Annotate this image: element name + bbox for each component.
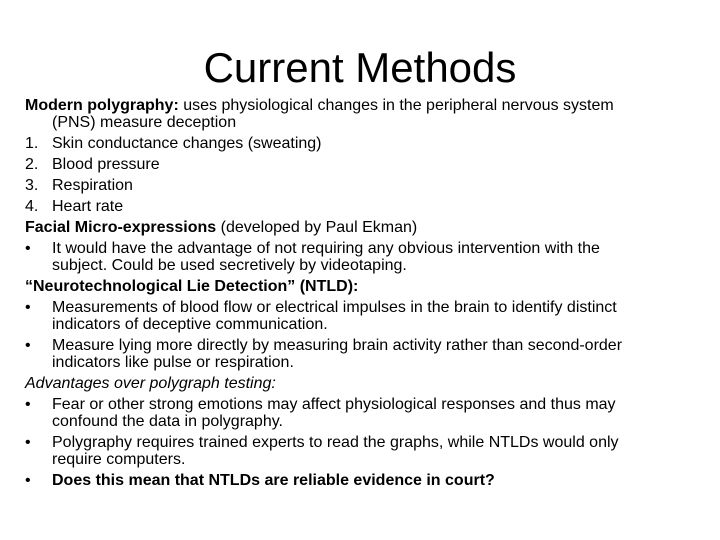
bullet-item — [25, 337, 700, 371]
list-item-text: Heart rate — [52, 198, 124, 215]
bullet-marker: • — [25, 337, 31, 354]
bullet-text-cont: confound the data in polygraphy. — [52, 413, 283, 430]
micro-expressions-text: (developed by Paul Ekman) — [216, 219, 418, 236]
micro-expressions-term: Facial Micro-expressions — [25, 219, 217, 236]
list-number: 4. — [25, 198, 39, 215]
bullet-marker: • — [25, 240, 31, 257]
bullet-text: Polygraphy requires trained experts to read the graphs, while NTLDs would only — [52, 434, 619, 451]
bullet-item — [25, 240, 700, 274]
bullet-text-cont: indicators of deceptive communication. — [52, 316, 328, 333]
list-item — [25, 135, 700, 152]
ntld-heading: “Neurotechnological Lie Detection” (NTLD): — [25, 278, 359, 295]
bullet-item — [25, 434, 700, 468]
bullet-text: Fear or other strong emotions may affect physiological responses and thus may — [52, 396, 616, 413]
bullet-text-question: Does this mean that NTLDs are reliable evidence in court? — [52, 472, 495, 489]
list-item-text: Respiration — [52, 177, 133, 194]
modern-polygraphy-text: uses physiological changes in the peripheral nervous system — [178, 97, 614, 114]
slide-body — [25, 97, 700, 493]
bullet-marker: • — [25, 299, 31, 316]
list-item — [25, 198, 700, 215]
list-number: 1. — [25, 135, 39, 152]
advantages-heading: Advantages over polygraph testing: — [25, 375, 276, 392]
modern-polygraphy-paragraph — [25, 97, 700, 131]
list-number: 2. — [25, 156, 39, 173]
bullet-item — [25, 396, 700, 430]
bullet-text-cont: indicators like pulse or respiration. — [52, 354, 294, 371]
bullet-marker: • — [25, 472, 31, 489]
bullet-text: Measure lying more directly by measuring brain activity rather than second-order — [52, 337, 623, 354]
list-item — [25, 156, 700, 173]
bullet-marker: • — [25, 396, 31, 413]
list-item-text: Blood pressure — [52, 156, 160, 173]
bullet-item — [25, 299, 700, 333]
bullet-item — [25, 472, 700, 489]
list-item-text: Skin conductance changes (sweating) — [52, 135, 322, 152]
bullet-text-cont: require computers. — [52, 451, 186, 468]
list-item — [25, 177, 700, 194]
list-number: 3. — [25, 177, 39, 194]
modern-polygraphy-text-cont: (PNS) measure deception — [52, 114, 237, 131]
bullet-text: Measurements of blood flow or electrical impulses in the brain to identify distinct — [52, 299, 617, 316]
bullet-text-cont: subject. Could be used secretively by videotaping. — [52, 257, 407, 274]
modern-polygraphy-term: Modern polygraphy: — [25, 97, 179, 114]
bullet-text: It would have the advantage of not requiring any obvious intervention with the — [52, 240, 600, 257]
bullet-marker: • — [25, 434, 31, 451]
micro-expressions-heading — [25, 219, 700, 236]
slide-title: Current Methods — [203, 44, 517, 91]
